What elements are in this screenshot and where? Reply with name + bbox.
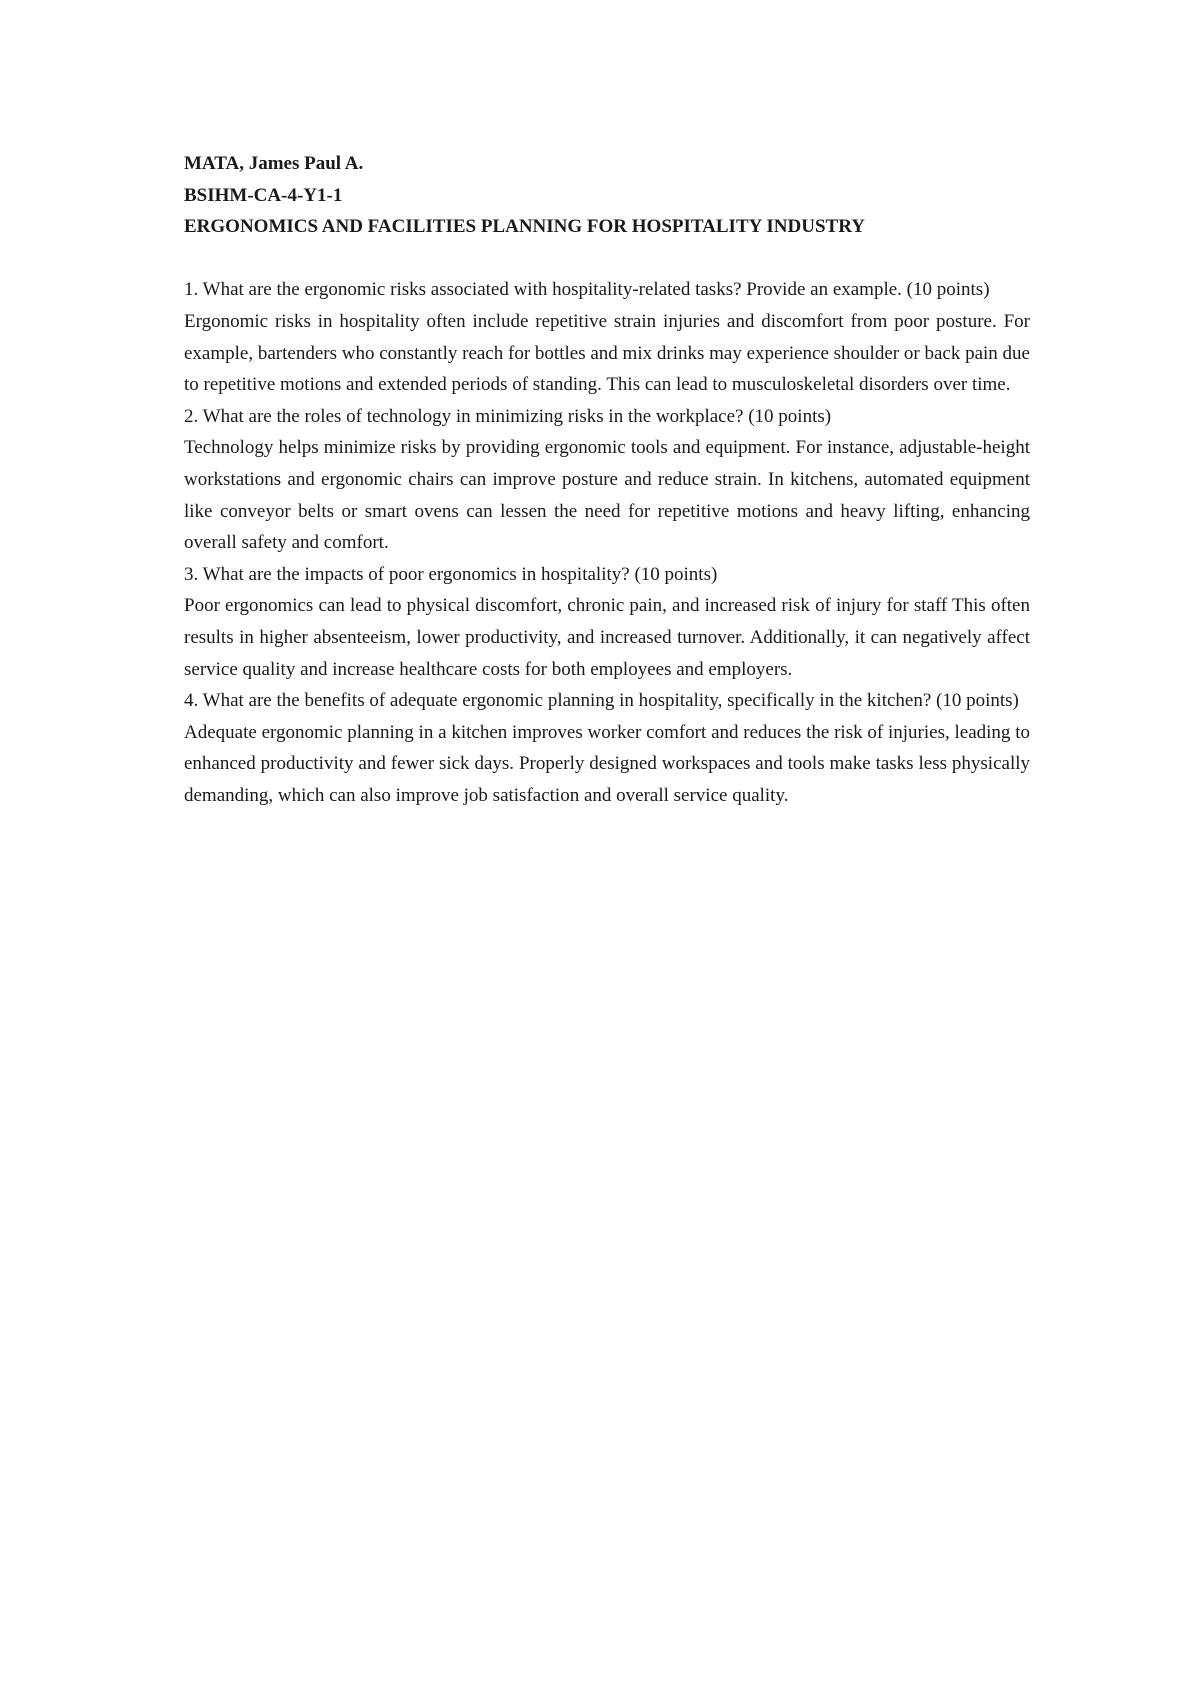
qa-item-3 [184, 559, 1030, 685]
question-2: 2. What are the roles of technology in minimizing risks in the workplace? (10 points) [184, 405, 832, 427]
answer-3: Poor ergonomics can lead to physical discomfort, chronic pain, and increased risk of injury for staff This often results in higher absenteeism, lower productivity, and increased turnover. Additionally, it can negatively affect service quality and increase healthcare costs for both employees and employers. [184, 595, 1030, 680]
document-page [184, 148, 1030, 811]
question-3: 3. What are the impacts of poor ergonomics in hospitality? (10 points) [184, 563, 718, 585]
qa-item-1 [184, 274, 1030, 400]
question-4: 4. What are the benefits of adequate ergonomic planning in hospitality, specifically in the kitchen? (10 points) [184, 690, 1019, 712]
course-title: ERGONOMICS AND FACILITIES PLANNING FOR HOSPITALITY INDUSTRY [184, 216, 865, 238]
blank-line [184, 243, 1030, 275]
student-section: BSIHM-CA-4-Y1-1 [184, 184, 343, 206]
question-1: 1. What are the ergonomic risks associated with hospitality-related tasks? Provide an example. (10 points) [184, 279, 990, 301]
answer-4: Adequate ergonomic planning in a kitchen improves worker comfort and reduces the risk of injuries, leading to enhanced productivity and fewer sick days. Properly designed workspaces and tools make tasks less physically demanding, which can also improve job satisfaction and overall service quality. [184, 721, 1030, 806]
answer-2: Technology helps minimize risks by providing ergonomic tools and equipment. For instance, adjustable-height workstations and ergonomic chairs can improve posture and reduce strain. In kitchens, automated equipment like conveyor belts or smart ovens can lessen the need for repetitive motions and heavy lifting, enhancing overall safety and comfort. [184, 437, 1030, 554]
student-name: MATA, James Paul A. [184, 153, 364, 174]
qa-item-2 [184, 401, 1030, 559]
answer-1: Ergonomic risks in hospitality often include repetitive strain injuries and discomfort from poor posture. For example, bartenders who constantly reach for bottles and mix drinks may experience shoulder or back pain due to repetitive motions and extended periods of standing. This can lead to musculoskeletal disorders over time. [184, 310, 1030, 396]
qa-item-4 [184, 685, 1030, 811]
